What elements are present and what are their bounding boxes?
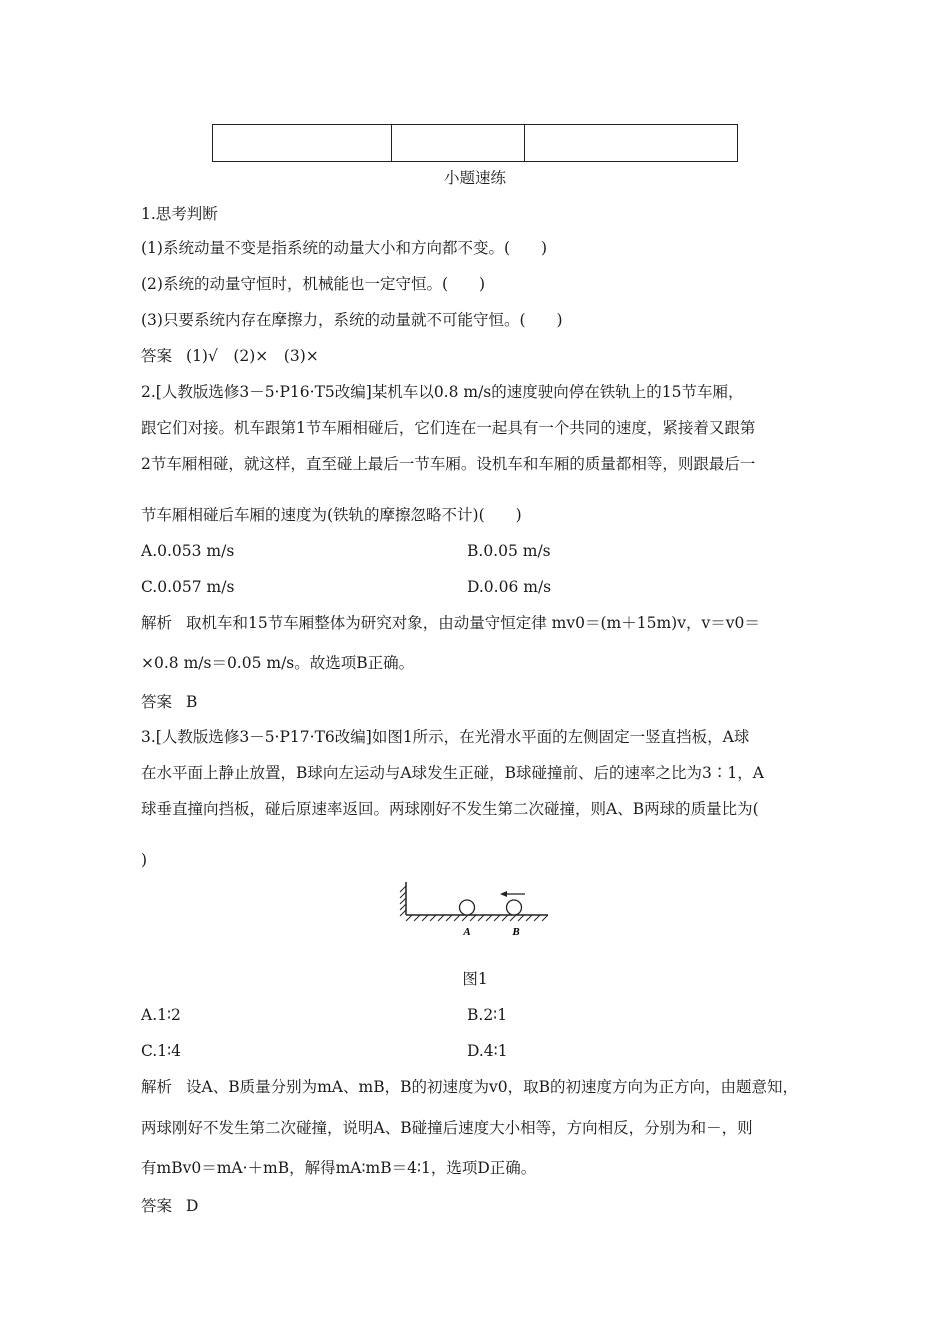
table-cell bbox=[525, 125, 738, 162]
answer-label: 答案 bbox=[141, 347, 173, 365]
q1-heading: 1.思考判断 bbox=[141, 205, 218, 223]
ball-b bbox=[507, 900, 522, 915]
q3-line: ) bbox=[141, 851, 148, 869]
answer-label: 答案 bbox=[141, 1197, 173, 1215]
table-cell bbox=[213, 125, 392, 162]
figure-caption: 图1 bbox=[462, 970, 488, 988]
q2-analysis-line: ×0.8 m/s＝0.05 m/s。故选项B正确。 bbox=[141, 654, 415, 672]
q2-line: 跟它们对接。机车跟第1节车厢相碰后，它们连在一起具有一个共同的速度，紧接着又跟第 bbox=[141, 419, 756, 437]
q2-line: 2.[人教版选修3－5·P16·T5改编]某机车以0.8 m/s的速度驶向停在铁轨上的15节车厢， bbox=[141, 383, 744, 401]
answer-label: 答案 bbox=[141, 693, 173, 711]
label-a: A bbox=[463, 926, 471, 938]
analysis-text: 设A、B质量分别为mA、mB，B的初速度为v0，取B的初速度方向为正方向，由题意知， bbox=[186, 1078, 798, 1096]
q3-option-c: C.1∶4 bbox=[141, 1042, 181, 1060]
q3-line: 球垂直撞向挡板，碰后原速率返回。两球刚好不发生第二次碰撞，则A、B两球的质量比为( bbox=[141, 800, 759, 818]
analysis-label: 解析 bbox=[141, 1078, 173, 1096]
section-title: 小题速练 bbox=[443, 169, 506, 187]
q2-line: 节车厢相碰后车厢的速度为(铁轨的摩擦忽略不计)( ) bbox=[141, 506, 522, 524]
q3-answer bbox=[141, 1196, 198, 1216]
q3-line: 在水平面上静止放置，B球向左运动与A球发生正碰，B球碰撞前、后的速率之比为3∶1，A bbox=[141, 764, 764, 782]
q2-option-d: D.0.06 m/s bbox=[467, 578, 552, 596]
q3-line: 3.[人教版选修3－5·P17·T6改编]如图1所示，在光滑水平面的左侧固定一竖直挡板，A球 bbox=[141, 728, 750, 746]
ball-a bbox=[460, 900, 475, 915]
q3-option-d: D.4∶1 bbox=[467, 1042, 508, 1060]
q3-option-a: A.1∶2 bbox=[141, 1006, 181, 1024]
q2-option-a: A.0.053 m/s bbox=[141, 542, 235, 560]
q2-analysis bbox=[141, 613, 760, 633]
q3-analysis bbox=[141, 1077, 798, 1097]
q1-item: (3)只要系统内存在摩擦力，系统的动量就不可能守恒。( ) bbox=[141, 311, 563, 329]
answer-text: B bbox=[186, 693, 198, 711]
q3-analysis-line: 有mBv0＝mA·＋mB，解得mA∶mB＝4∶1，选项D正确。 bbox=[141, 1159, 537, 1177]
collision-figure bbox=[398, 878, 554, 940]
table-cell bbox=[392, 125, 525, 162]
q2-option-c: C.0.057 m/s bbox=[141, 578, 235, 596]
q1-answer bbox=[141, 346, 319, 366]
answer-text: D bbox=[186, 1197, 199, 1215]
q2-answer bbox=[141, 692, 197, 712]
q3-option-b: B.2∶1 bbox=[467, 1006, 508, 1024]
analysis-text: 取机车和15节车厢整体为研究对象，由动量守恒定律 mv0＝(m＋15m)v，v＝v0＝ bbox=[186, 614, 760, 632]
q1-item: (1)系统动量不变是指系统的动量大小和方向都不变。( ) bbox=[141, 239, 548, 257]
label-b: B bbox=[512, 926, 520, 938]
q2-option-b: B.0.05 m/s bbox=[467, 542, 551, 560]
answer-text: (1)√ (2)× (3)× bbox=[186, 347, 319, 365]
analysis-label: 解析 bbox=[141, 614, 173, 632]
q1-item: (2)系统的动量守恒时，机械能也一定守恒。( ) bbox=[141, 275, 486, 293]
q3-analysis-line: 两球刚好不发生第二次碰撞，说明A、B碰撞后速度大小相等，方向相反，分别为和－，则 bbox=[141, 1119, 753, 1137]
q2-line: 2节车厢相碰，就这样，直至碰上最后一节车厢。设机车和车厢的质量都相等，则跟最后一 bbox=[141, 455, 756, 473]
summary-table bbox=[212, 124, 738, 162]
